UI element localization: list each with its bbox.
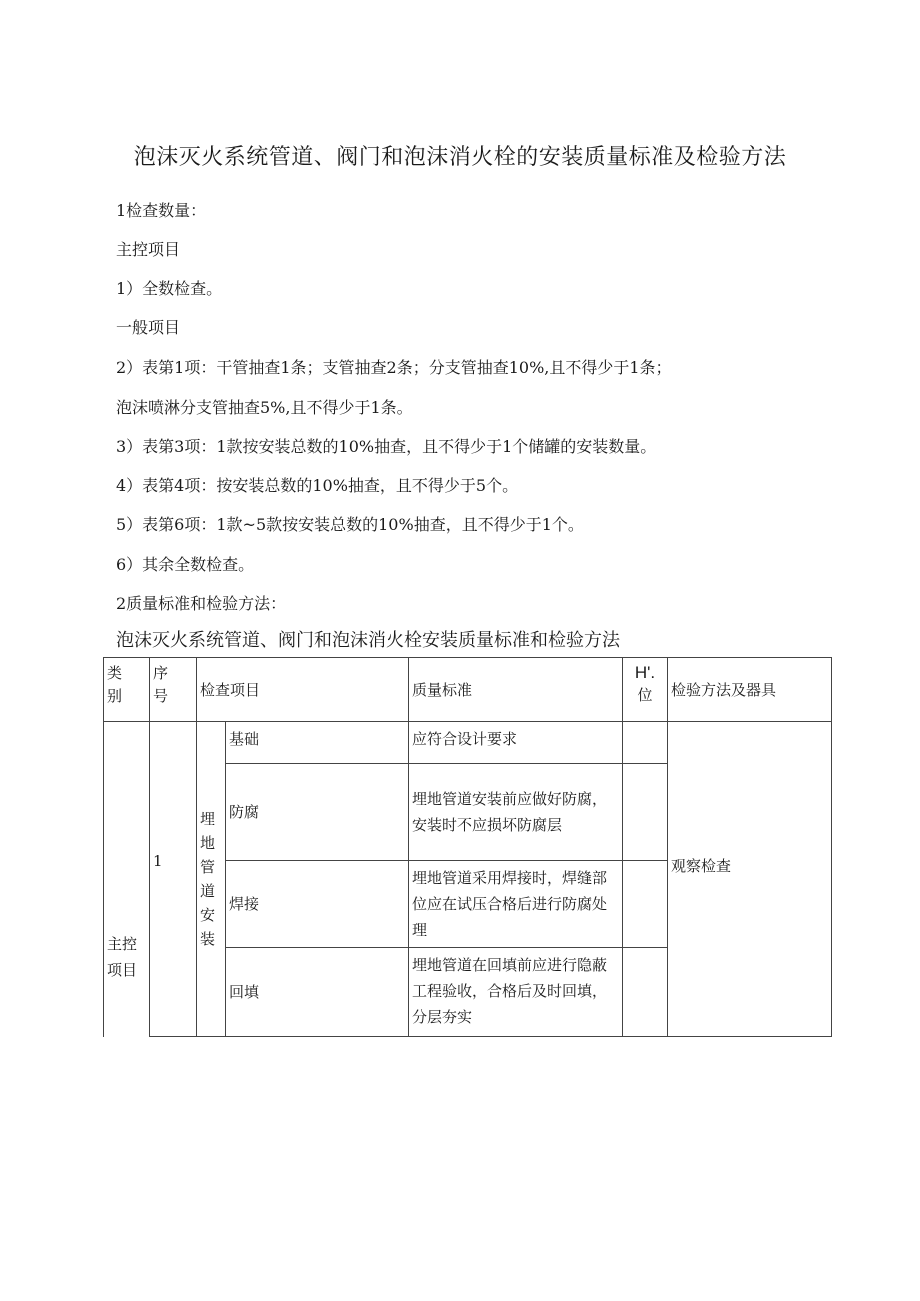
text-line: 3）表第3项：1款按安装总数的10%抽查，且不得少于1个储罐的安装数量。 [116,437,657,456]
text-line: 4）表第4项：按安装总数的10%抽查，且不得少于5个。 [116,476,519,495]
standard-cell: 埋地管道采用焊接时，焊缝部位应在试压合格后进行防腐处理 [409,861,623,948]
unit-cell [623,764,668,861]
header-method: 检验方法及器具 [668,658,832,722]
page-title: 泡沫灭火系统管道、阀门和泡沫消火栓的安装质量标准及检验方法 [133,145,787,170]
standard-cell: 应符合设计要求 [409,722,623,764]
text-line: 2）表第1项：干管抽查1条；支管抽查2条；分支管抽查10%,且不得少于1条； [116,358,672,377]
header-item: 检查项目 [197,658,409,722]
item-cell: 基础 [226,722,409,764]
header-category: 类别 [104,658,150,722]
seq-cell: 1 [150,722,197,1037]
method-cell: 观察检查 [668,722,832,1037]
header-standard: 质量标准 [409,658,623,722]
header-unit-top: H'. [634,663,656,682]
text-line: 泡沫喷淋分支管抽查5%,且不得少于1条。 [116,398,413,417]
category-cell: 主控项目 [104,722,150,1037]
unit-cell [623,861,668,948]
item-cell: 防腐 [226,764,409,861]
table-row [104,722,832,764]
text-line: 一般项目 [116,318,181,337]
table-caption: 泡沫灭火系统管道、阀门和泡沫消火栓安装质量标准和检验方法 [116,630,620,651]
unit-cell [623,948,668,1037]
text-line: 5）表第6项：1款~5款按安装总数的10%抽查，且不得少于1个。 [116,515,584,534]
header-unit-bottom: 位 [637,686,653,704]
unit-cell [623,722,668,764]
text-line: 1）全数检查。 [116,279,223,298]
quality-table [103,657,832,1037]
standard-cell: 埋地管道在回填前应进行隐蔽工程验收，合格后及时回填，分层夯实 [409,948,623,1037]
item-cell: 焊接 [226,861,409,948]
text-line: 6）其余全数检查。 [116,555,255,574]
header-seq: 序号 [150,658,197,722]
header-unit [623,658,668,722]
table-header-row [104,658,832,722]
standard-cell: 埋地管道安装前应做好防腐，安装时不应损坏防腐层 [409,764,623,861]
group-cell: 埋地管道安装 [197,722,226,1037]
text-line: 1检查数量： [116,201,207,220]
text-line: 主控项目 [116,240,181,259]
text-line: 2质量标准和检验方法： [116,594,287,613]
item-cell: 回填 [226,948,409,1037]
